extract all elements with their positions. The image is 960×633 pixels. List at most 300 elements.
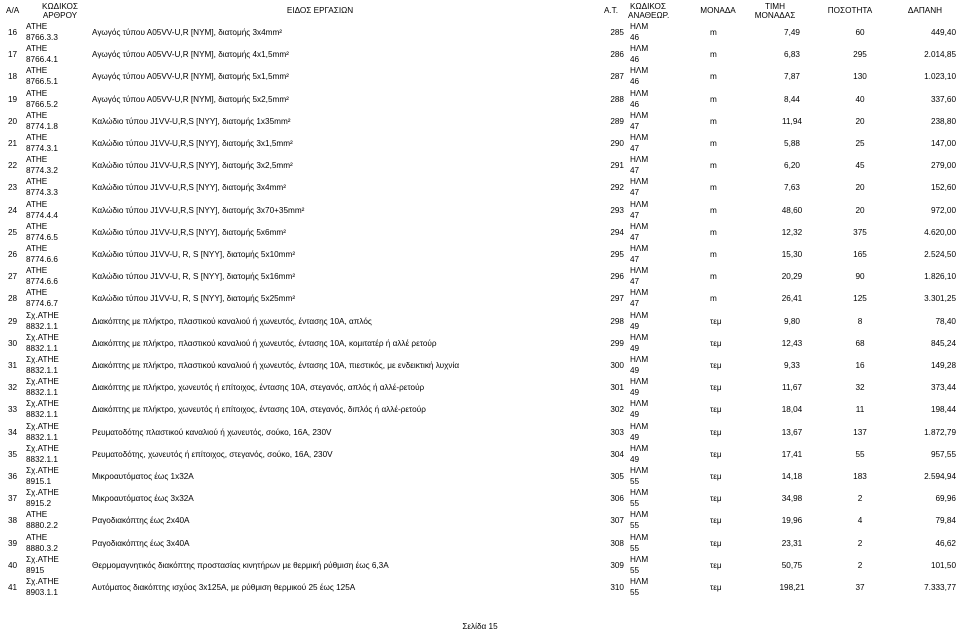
table-row [0,311,960,333]
cost: 101,50 [930,560,956,570]
unit-price: 7,49 [784,28,800,37]
article-code-number: 8915.2 [26,499,52,509]
revision-code-prefix: ΗΛΜ [630,288,649,298]
work-description: Καλώδιο τύπου J1VV-U,R,S [ΝΥΥ], διατομής 3x70+35mm² [92,205,305,215]
unit: τεμ [710,538,722,548]
work-description: Αγωγός τύπου Α05VV-U,R [ΝΥΜ], διατομής 5x2,5mm² [92,94,289,104]
header-ak [628,2,668,20]
table-row [0,422,960,444]
revision-code-prefix: ΗΛΜ [630,88,649,98]
article-code-number: 8774.1.8 [26,121,58,131]
unit-price: 50,75 [781,560,803,570]
unit-price: 11,94 [782,116,802,126]
article-code-prefix: ΑΤΗΕ [26,22,48,31]
revision-code-prefix: ΗΛΜ [630,421,649,431]
article-code-number: 8832.1.1 [26,343,58,353]
work-description: Καλώδιο τύπου J1VV-U,R,S [ΝΥΥ], διατομής 3x1,5mm² [92,139,293,148]
revision-code-prefix: ΗΛΜ [630,266,649,276]
at-number: 294 [610,227,624,237]
unit: τεμ [710,338,722,348]
revision-code-prefix: ΗΛΜ [630,244,649,253]
unit: m [710,250,717,259]
at-number: 298 [610,316,624,326]
table-row [0,533,960,555]
article-code-number: 8774.4.4 [26,210,58,220]
revision-code-number: 55 [630,543,640,553]
unit: m [710,116,717,126]
revision-code-number: 47 [630,121,640,131]
quantity: 125 [853,294,867,304]
revision-code-number: 47 [630,232,640,242]
article-code-number: 8774.3.3 [26,188,58,198]
unit: m [710,227,717,237]
revision-code-prefix: ΗΛΜ [630,488,649,498]
header-desc: ΕΙΔΟΣ ΕΡΓΑΣΙΩΝ [286,6,354,15]
revision-code-prefix: ΗΛΜ [630,443,649,453]
table-row [0,577,960,599]
table-row [0,111,960,133]
cost: 198,44 [930,405,956,415]
row-number: 26 [8,250,18,259]
cost: 3.301,25 [924,294,956,304]
table-row [0,288,960,310]
article-code-number: 8766.5.1 [26,77,58,87]
article-code-prefix: Σχ.ΑΤΗΕ [26,443,59,453]
work-description: Ρευματοδότης, χωνευτός ή επίτοιχος, στεγανός, σούκο, 16Α, 230V [92,449,333,459]
revision-code-number: 55 [630,588,640,597]
at-number: 302 [610,405,624,415]
table-row [0,555,960,577]
article-code-number: 8915 [26,565,45,575]
revision-code-number: 47 [630,144,640,153]
revision-code-number: 47 [630,299,640,309]
revision-code-prefix: ΗΛΜ [630,399,649,409]
quantity: 45 [855,161,865,171]
table-row [0,244,960,266]
work-description: Καλώδιο τύπου J1VV-U, R, S [ΝΥΥ], διατομής 5x10mm² [92,250,296,259]
row-number: 28 [8,294,18,304]
unit: m [710,294,717,304]
revision-code-prefix: ΗΛΜ [630,577,649,586]
revision-code-prefix: ΗΛΜ [630,510,649,520]
quantity: 2 [857,560,863,570]
row-number: 16 [8,28,18,37]
work-description: Μικροαυτόματος έως 3x32A [92,494,194,504]
unit: τεμ [710,560,722,570]
at-number: 285 [610,28,624,37]
at-number: 303 [610,427,624,437]
unit: τεμ [710,472,722,481]
quantity: 37 [855,583,865,592]
article-code-number: 8774.3.2 [26,166,58,176]
table-row [0,466,960,488]
work-description: Ρευματοδότης πλαστικού καναλιού ή χωνευτός, σούκο, 16Α, 230V [92,427,332,437]
header-at: Α.Τ. [603,6,619,15]
at-number: 287 [610,72,624,82]
unit: m [710,28,717,37]
unit: τεμ [710,516,722,526]
quantity: 137 [853,427,867,437]
cost: 46,62 [935,538,956,548]
row-number: 18 [8,72,18,82]
header-price [750,2,800,20]
revision-code-prefix: ΗΛΜ [630,44,649,54]
header-qty: ΠΟΣΟΤΗΤΑ [827,6,873,15]
article-code-number: 8766.3.3 [26,33,58,42]
article-code-prefix: Σχ.ΑΤΗΕ [26,377,59,387]
table-header [0,0,960,22]
article-code-number: 8903.1.1 [26,588,58,597]
cost: 279,00 [930,161,956,171]
quantity: 16 [855,361,865,370]
table-row [0,333,960,355]
quantity: 4 [857,516,863,526]
cost: 152,60 [930,183,956,193]
cost: 1.023,10 [924,72,956,82]
work-description: Αγωγός τύπου Α05VV-U,R [ΝΥΜ], διατομής 5x1,5mm² [92,72,289,82]
article-code-number: 8832.1.1 [26,410,58,420]
article-code-prefix: ΑΤΗΕ [26,510,48,520]
table-row [0,200,960,222]
row-number: 34 [8,427,18,437]
work-description: Διακόπτης με πλήκτρο, χωνευτός ή επίτοιχος, έντασης 10Α, στεγανός, διπλός ή αλλέ-ρετούρ [92,405,426,415]
header-price-line2: ΜΟΝΑΔΑΣ [754,11,796,20]
revision-code-number: 46 [630,77,640,87]
header-code-line1: ΚΩΔΙΚΟΣ [42,2,78,11]
revision-code-prefix: ΗΛΜ [630,110,649,120]
quantity: 90 [855,272,865,282]
work-description: Καλώδιο τύπου J1VV-U,R,S [ΝΥΥ], διατομής 3x2,5mm² [92,161,293,171]
at-number: 304 [610,449,624,459]
revision-code-number: 55 [630,565,640,575]
row-number: 38 [8,516,18,526]
quantity: 32 [855,383,865,393]
article-code-number: 8832.1.1 [26,366,58,375]
cost: 147,00 [930,139,956,148]
article-code-prefix: Σχ.ΑΤΗΕ [26,355,59,364]
article-code-prefix: Σχ.ΑΤΗΕ [26,577,59,586]
article-code-number: 8915.1 [26,477,52,486]
article-code-prefix: Σχ.ΑΤΗΕ [26,421,59,431]
article-code-prefix: ΑΤΗΕ [26,88,48,98]
unit-price: 8,44 [784,94,800,104]
at-number: 305 [610,472,624,481]
unit: m [710,161,717,171]
quantity: 165 [853,250,867,259]
cost: 238,80 [930,116,956,126]
row-number: 36 [8,472,18,481]
article-code-prefix: ΑΤΗΕ [26,266,48,276]
table-row [0,266,960,288]
revision-code-prefix: ΗΛΜ [630,221,649,231]
table-row [0,89,960,111]
header-code [30,2,90,20]
unit: m [710,183,717,193]
revision-code-number: 49 [630,321,640,331]
unit-price: 13,67 [781,427,803,437]
article-code-prefix: Σχ.ΑΤΗΕ [26,399,59,409]
row-number: 25 [8,227,18,237]
at-number: 297 [610,294,624,304]
article-code-number: 8832.1.1 [26,432,58,442]
cost: 845,24 [930,338,956,348]
table-row [0,355,960,377]
work-description: Διακόπτης με πλήκτρο, πλαστικού καναλιού ή χωνευτός, έντασης 10Α, απλός [92,316,372,326]
table-row [0,510,960,532]
cost: 449,40 [930,28,956,37]
revision-code-number: 47 [630,277,640,287]
at-number: 295 [610,250,624,259]
cost: 2.014,85 [924,50,956,60]
unit-price: 5,88 [784,139,800,148]
unit-price: 9,33 [784,361,800,370]
article-code-prefix: ΑΤΗΕ [26,532,48,542]
header-code-line2: ΑΡΘΡΟΥ [42,11,78,20]
unit: τεμ [710,449,722,459]
revision-code-prefix: ΗΛΜ [630,355,649,364]
quantity: 68 [855,338,865,348]
article-code-prefix: ΑΤΗΕ [26,110,48,120]
work-description: Μικροαυτόματος έως 1x32A [92,472,194,481]
quantity: 2 [857,494,863,504]
revision-code-number: 49 [630,454,640,464]
article-code-prefix: Σχ.ΑΤΗΕ [26,310,59,320]
row-number: 37 [8,494,18,504]
table-row [0,399,960,421]
unit: τεμ [710,494,722,504]
quantity: 295 [853,50,867,60]
at-number: 290 [610,139,624,148]
article-code-prefix: ΑΤΗΕ [26,66,48,76]
unit: m [710,72,717,82]
at-number: 308 [610,538,624,548]
revision-code-number: 47 [630,255,640,264]
revision-code-prefix: ΗΛΜ [630,133,649,142]
quantity: 375 [853,227,867,237]
revision-code-number: 49 [630,388,640,398]
revision-code-prefix: ΗΛΜ [630,310,649,320]
cost: 1.872,79 [924,427,956,437]
unit-price: 11,67 [782,383,802,393]
article-code-number: 8774.6.6 [26,255,58,264]
revision-code-prefix: ΗΛΜ [630,532,649,542]
unit-price: 15,30 [781,250,803,259]
article-code-prefix: ΑΤΗΕ [26,244,48,253]
cost: 972,00 [930,205,956,215]
work-description: Καλώδιο τύπου J1VV-U,R,S [ΝΥΥ], διατομής 1x35mm² [92,116,291,126]
article-code-prefix: Σχ.ΑΤΗΕ [26,466,59,475]
unit-price: 9,80 [784,316,800,326]
cost: 2.524,50 [924,250,956,259]
quantity: 2 [857,538,863,548]
cost: 7.333,77 [924,583,956,592]
work-description: Καλώδιο τύπου J1VV-U, R, S [ΝΥΥ], διατομής 5x25mm² [92,294,296,304]
revision-code-number: 55 [630,499,640,509]
unit: τεμ [710,405,722,415]
header-cost: ΔΑΠΑΝΗ [907,6,943,15]
header-ak-line2: ΑΝΑΘΕΩΡ. [628,11,670,20]
revision-code-number: 46 [630,33,640,42]
article-code-number: 8832.1.1 [26,388,58,398]
at-number: 289 [610,116,624,126]
unit-price: 12,32 [781,227,803,237]
work-description: Αυτόματος διακόπτης ισχύος 3x125A, με ρύθμιση θερμικού 25 έως 125A [92,583,356,592]
cost: 337,60 [930,94,956,104]
unit-price: 26,41 [781,294,803,304]
article-code-prefix: ΑΤΗΕ [26,199,48,209]
revision-code-number: 47 [630,188,640,198]
article-code-prefix: ΑΤΗΕ [26,155,48,165]
revision-code-prefix: ΗΛΜ [630,22,649,31]
row-number: 20 [8,116,18,126]
unit-price: 14,18 [781,472,803,481]
article-code-number: 8880.2.2 [26,521,58,531]
revision-code-prefix: ΗΛΜ [630,177,649,187]
row-number: 40 [8,560,18,570]
quantity: 183 [853,472,867,481]
at-number: 307 [610,516,624,526]
table-row [0,444,960,466]
unit-price: 17,41 [781,449,803,459]
quantity: 130 [853,72,867,82]
row-number: 32 [8,383,18,393]
row-number: 22 [8,161,18,171]
revision-code-number: 47 [630,166,640,176]
article-code-number: 8774.3.1 [26,144,58,153]
revision-code-number: 49 [630,410,640,420]
table-row [0,377,960,399]
article-code-number: 8774.6.5 [26,232,58,242]
at-number: 299 [610,338,624,348]
revision-code-number: 49 [630,366,640,375]
work-description: Ραγοδιακόπτης έως 2x40A [92,516,190,526]
table-row [0,133,960,155]
quantity: 25 [855,139,865,148]
row-number: 31 [8,361,18,370]
article-code-prefix: ΑΤΗΕ [26,44,48,54]
cost: 957,55 [930,449,956,459]
unit: m [710,139,717,148]
work-description: Θερμομαγνητικός διακόπτης προστασίας κινητήρων με θερμική ρύθμιση έως 6,3Α [92,560,389,570]
row-number: 23 [8,183,18,193]
row-number: 30 [8,338,18,348]
table-row [0,155,960,177]
revision-code-prefix: ΗΛΜ [630,155,649,165]
row-number: 35 [8,449,18,459]
article-code-prefix: ΑΤΗΕ [26,221,48,231]
cost: 373,44 [930,383,956,393]
article-code-prefix: ΑΤΗΕ [26,133,48,142]
work-description: Αγωγός τύπου Α05VV-U,R [ΝΥΜ], διατομής 3x4mm² [92,28,283,37]
article-code-number: 8774.6.6 [26,277,58,287]
cost: 149,28 [930,361,956,370]
work-description: Αγωγός τύπου Α05VV-U,R [ΝΥΜ], διατομής 4x1,5mm² [92,50,289,60]
revision-code-number: 49 [630,432,640,442]
work-description: Διακόπτης με πλήκτρο, πλαστικού καναλιού ή χωνευτός, έντασης 10Α, κομιτατέρ ή αλλέ ρετούρ [92,338,437,348]
unit-price: 6,83 [784,50,800,60]
at-number: 306 [610,494,624,504]
table-row [0,44,960,66]
at-number: 286 [610,50,624,60]
cost: 79,84 [935,516,956,526]
at-number: 291 [610,161,624,171]
at-number: 309 [610,560,624,570]
cost: 1.826,10 [924,272,956,282]
unit-price: 7,87 [784,72,800,82]
unit-price: 19,96 [781,516,803,526]
table-row [0,222,960,244]
revision-code-number: 49 [630,343,640,353]
at-number: 296 [610,272,624,282]
at-number: 293 [610,205,624,215]
unit-price: 7,63 [784,183,800,193]
unit-price: 48,60 [781,205,803,215]
unit: τεμ [710,427,722,437]
unit: m [710,205,717,215]
table-row [0,488,960,510]
revision-code-prefix: ΗΛΜ [630,332,649,342]
article-code-prefix: ΑΤΗΕ [26,288,48,298]
article-code-prefix: Σχ.ΑΤΗΕ [26,332,59,342]
at-number: 310 [610,583,624,592]
revision-code-number: 47 [630,210,640,220]
unit: m [710,94,717,104]
cost: 78,40 [935,316,956,326]
work-description: Καλώδιο τύπου J1VV-U, R, S [ΝΥΥ], διατομής 5x16mm² [92,272,296,282]
row-number: 19 [8,94,18,104]
quantity: 8 [857,316,863,326]
header-aa: Α/Α [6,6,20,15]
row-number: 29 [8,316,18,326]
article-code-number: 8774.6.7 [26,299,58,309]
table-row [0,177,960,199]
revision-code-number: 46 [630,55,640,65]
at-number: 292 [610,183,624,193]
article-code-prefix: ΑΤΗΕ [26,177,48,187]
work-description: Καλώδιο τύπου J1VV-U,R,S [ΝΥΥ], διατομής 5x6mm² [92,227,286,237]
work-description: Διακόπτης με πλήκτρο, πλαστικού καναλιού ή χωνευτός, έντασης 10Α, πιεστικός, με ενδεικτική λυχνία [92,361,460,370]
at-number: 300 [610,361,624,370]
page-number: Σελίδα 15 [462,622,498,631]
unit-price: 34,98 [781,494,803,504]
header-unit: ΜΟΝΑΔΑ [700,6,736,15]
table-row [0,22,960,44]
revision-code-prefix: ΗΛΜ [630,199,649,209]
row-number: 17 [8,50,18,60]
revision-code-prefix: ΗΛΜ [630,377,649,387]
quantity: 20 [855,116,865,126]
unit: m [710,50,717,60]
work-description: Διακόπτης με πλήκτρο, χωνευτός ή επίτοιχος, έντασης 10Α, στεγανός, απλός ή αλλέ-ρετούρ [92,383,425,393]
revision-code-number: 46 [630,99,640,109]
unit: m [710,272,717,282]
unit: τεμ [710,583,722,592]
revision-code-prefix: ΗΛΜ [630,66,649,76]
row-number: 39 [8,538,18,548]
revision-code-number: 55 [630,477,640,486]
quantity: 20 [855,205,865,215]
cost: 69,96 [935,494,956,504]
quantity: 11 [855,405,865,415]
article-code-number: 8880.3.2 [26,543,58,553]
at-number: 301 [610,383,624,393]
unit-price: 12,43 [781,338,803,348]
cost: 2.594,94 [924,472,956,481]
work-description: Ραγοδιακόπτης έως 3x40A [92,538,190,548]
work-description: Καλώδιο τύπου J1VV-U,R,S [ΝΥΥ], διατομής 3x4mm² [92,183,286,193]
unit-price: 23,31 [781,538,803,548]
article-code-number: 8766.4.1 [26,55,58,65]
